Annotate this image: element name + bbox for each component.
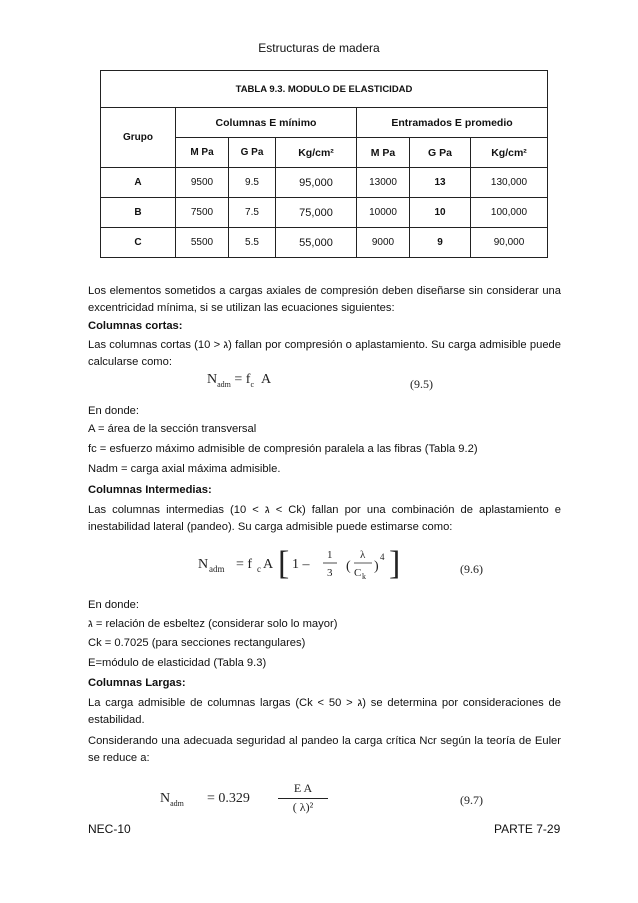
eq-symbol: = f: [234, 372, 251, 387]
en-donde-label: En donde:: [88, 405, 140, 417]
eq-symbol: $N_{adm}$: [160, 791, 184, 808]
table-row: [101, 168, 548, 198]
table-cell: 13: [410, 168, 471, 198]
svg-text:3: 3: [327, 567, 333, 579]
table-row: [101, 228, 548, 258]
unit-header: M Pa: [357, 138, 410, 168]
eq-denominator: ( λ)²: [292, 800, 314, 814]
paragraph-euler: Considerando una adecuada seguridad al pandeo la carga crítica Ncr según la teoría de Euler se reduce a:: [88, 735, 561, 764]
equation-number: (9.5): [410, 377, 433, 391]
definition-fc: fc = esfuerzo máximo admisible de compresión paralela a las fibras (Tabla 9.2): [88, 443, 478, 455]
table-cell: 95,000: [276, 168, 357, 198]
eq-symbol: A: [261, 372, 272, 387]
table-cell: 100,000: [471, 198, 548, 228]
table-row: [101, 198, 548, 228]
svg-text:C: C: [354, 567, 362, 579]
footer-left: NEC-10: [88, 822, 131, 836]
group-cell: B: [101, 198, 176, 228]
paragraph-largas: La carga admisible de columnas largas (Ck < ג < 50) se determina por consideraciones de estabilidad.: [88, 697, 562, 726]
table-cell: 9: [410, 228, 471, 258]
paragraph-intermedias: Las columnas intermedias (10 < ג < Ck) fallan por una combinación de aplastamiento e inestabilidad lateral (pandeo). Su carga admisible puede estimarse como:: [88, 504, 561, 533]
svg-text:k: k: [362, 572, 366, 581]
eq-subscript: c: [250, 379, 255, 389]
svg-text:1 –: 1 –: [292, 557, 310, 572]
table-cell: 9500: [176, 168, 229, 198]
table-cell: 9000: [357, 228, 410, 258]
table-cell: 7500: [176, 198, 229, 228]
elasticity-table: [100, 70, 548, 258]
svg-text:A: A: [263, 557, 274, 572]
en-donde-label: En donde:: [88, 599, 140, 611]
table-cell: 7.5: [229, 198, 276, 228]
definition-lambda: ג = relación de esbeltez (considerar solo lo mayor): [88, 618, 338, 630]
group-cell: C: [101, 228, 176, 258]
eq-symbol: N: [207, 372, 218, 387]
heading-largas: Columnas Largas:: [88, 677, 186, 689]
table-cell: 5.5: [229, 228, 276, 258]
table-cell: 10: [410, 198, 471, 228]
heading-cortas: Columnas cortas:: [88, 320, 183, 332]
page-header: Estructuras de madera: [258, 41, 380, 55]
definition-nadm: Nadm = carga axial máxima admisible.: [88, 463, 281, 475]
eq-subscript: adm: [217, 379, 231, 389]
svg-text:c: c: [257, 564, 261, 574]
equation-9-5: [207, 372, 271, 389]
equation-number: (9.6): [460, 562, 483, 576]
group-header: Grupo: [101, 108, 176, 168]
paragraph-cortas: Las columnas cortas (ג < 10) fallan por compresión o aplastamiento. Su carga admisible puede calcularse como:: [88, 339, 562, 368]
svg-text:4: 4: [380, 552, 385, 562]
equation-9-7: [160, 781, 360, 817]
svg-text:): ): [374, 559, 379, 574]
unit-header: G Pa: [410, 138, 471, 168]
svg-text:N: N: [198, 557, 209, 572]
svg-text:adm: adm: [209, 564, 225, 574]
col-group-min: Columnas E mínimo: [176, 108, 357, 138]
eq-coefficient: = 0.329: [207, 791, 250, 806]
equation-number: (9.7): [460, 793, 483, 807]
definition-E: E=módulo de elasticidad (Tabla 9.3): [88, 657, 267, 669]
svg-text:λ: λ: [360, 549, 366, 561]
footer-right: PARTE 7-29: [494, 822, 561, 836]
svg-text:= f: = f: [236, 557, 253, 572]
table-cell: 5500: [176, 228, 229, 258]
col-group-avg: Entramados E promedio: [357, 108, 548, 138]
group-cell: A: [101, 168, 176, 198]
definition-ck: Ck = 0.7025 (para secciones rectangulares): [88, 637, 306, 649]
fraction-bar: [278, 798, 328, 799]
svg-text:[: [: [278, 545, 290, 582]
table-cell: 75,000: [276, 198, 357, 228]
svg-text:]: ]: [389, 545, 401, 582]
table-cell: 9.5: [229, 168, 276, 198]
table-cell: 13000: [357, 168, 410, 198]
unit-header: M Pa: [176, 138, 229, 168]
table-cell: 55,000: [276, 228, 357, 258]
intro-paragraph: Los elementos sometidos a cargas axiales de compresión deben diseñarse sin considerar una excentricidad mínima, si se utilizan las ecuaciones siguientes:: [88, 285, 561, 314]
unit-header: Kg/cm²: [276, 138, 357, 168]
table-cell: 10000: [357, 198, 410, 228]
definition-A: A = área de la sección transversal: [88, 423, 257, 435]
eq-numerator: E A: [293, 781, 313, 795]
table-cell: 130,000: [471, 168, 548, 198]
table-title: TABLA 9.3. MODULO DE ELASTICIDAD: [101, 71, 548, 108]
heading-intermedias: Columnas Intermedias:: [88, 484, 212, 496]
unit-header: Kg/cm²: [471, 138, 548, 168]
svg-text:(: (: [346, 559, 351, 574]
unit-header: G Pa: [229, 138, 276, 168]
equation-9-6: [196, 538, 426, 586]
table-cell: 90,000: [471, 228, 548, 258]
svg-text:1: 1: [327, 549, 333, 561]
